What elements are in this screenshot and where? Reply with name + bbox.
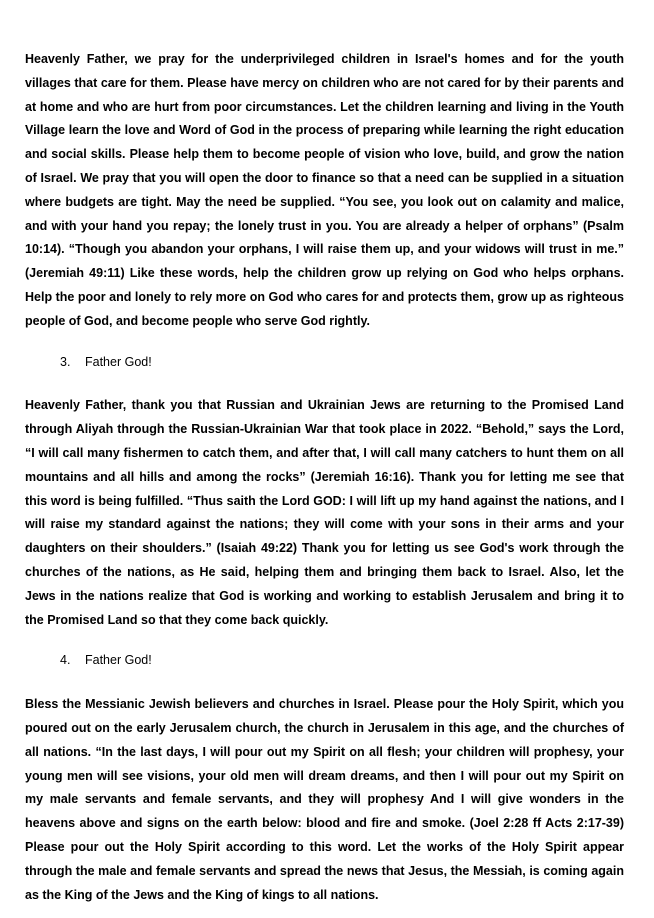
prayer-paragraph-youth-villages: Heavenly Father, we pray for the underprivileged children in Israel's homes and for the youth villages that care for them. Please have mercy on children who are not cared for by their parents and at home and who are hurt from poor circumstances. Let the children learning and living in the Youth Village learn the love and Word of God in the process of preparing while learning the right education and social skills. Please help them to become people of vision who love, build, and grow the nation of Israel. We pray that you will open the door to finance so that a need can be supplied in a situation where budgets are tight. May the need be supplied. “You see, you look out on calamity and malice, and with your hand you repay; the lonely trust in you. You are already a helper of orphans” (Psalm 10:14). “Though you abandon your orphans, I will raise them up, and your widows will trust in me.” (Jeremiah 49:11) Like these words, help the children grow up relying on God who helps orphans. Help the poor and lonely to rely more on God who cares for and protects them, grow up as righteous people of God, and become people who serve God rightly. bbox=[25, 52, 624, 328]
section-number: 3. bbox=[60, 354, 71, 369]
prayer-paragraph-holy-spirit: Bless the Messianic Jewish believers and churches in Israel. Please pour the Holy Spirit, which you poured out on the early Jerusalem church, the church in Jerusalem in this age, and the churches of all nations. “In the last days, I will pour out my Spirit on all flesh; your children will prophesy, your young men will see visions, your old men will dream dreams, and then I will pour out my Spirit on my male servants and female servants, and they will prophesy And I will give wonders in the heavens above and signs on the earth below: blood and fire and smoke. (Joel 2:28 ff Acts 2:17-39) Please pour out the Holy Spirit according to this word. Let the works of the Holy Spirit appear through the male and female servants and spread the news that Jesus, the Messiah, is coming again as the King of the Jews and the King of kings to all nations. bbox=[25, 697, 624, 902]
section-heading-3 bbox=[25, 351, 624, 375]
section-title: Father God! bbox=[85, 653, 152, 668]
section-number: 4. bbox=[60, 653, 71, 668]
prayer-paragraph-aliyah: Heavenly Father, thank you that Russian and Ukrainian Jews are returning to the Promised Land through Aliyah through the Russian-Ukrainian War that took place in 2022. “Behold,” says the Lord, “I will call many fishermen to catch them, and after that, I will call many catchers to hunt them on all mountains and all hills and among the rocks” (Jeremiah 16:16). Thank you for letting me see that this word is being fulfilled. “Thus saith the Lord GOD: I will lift up my hand against the nations, and I will raise my standard against the nations; they will come with your sons in their arms and your daughters on their shoulders.” (Isaiah 49:22) Thank you for letting us see God's work through the churches of the nations, as He said, helping them and bringing them back to Israel. Also, let the Jews in the nations realize that God is working and working to establish Jerusalem and bring it to the Promised Land so that they come back quickly. bbox=[25, 398, 624, 627]
section-heading-4 bbox=[25, 649, 624, 673]
section-title: Father God! bbox=[85, 354, 152, 369]
